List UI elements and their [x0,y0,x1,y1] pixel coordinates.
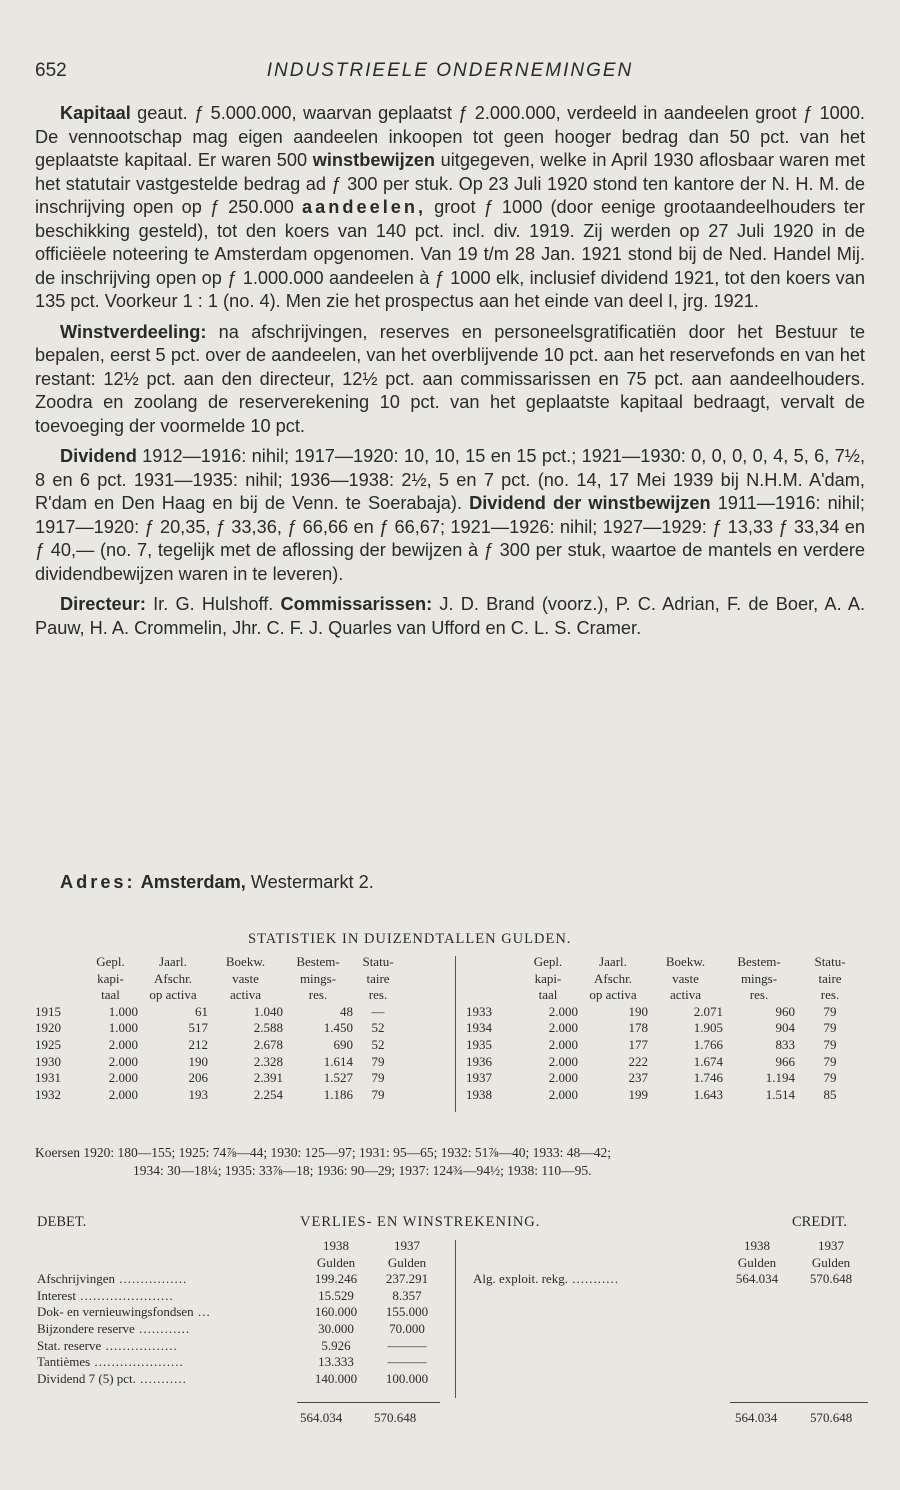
debet-row [37,1271,441,1288]
year-cell: 1931 [35,1070,61,1086]
debet-table [37,1238,441,1387]
right-table-row [466,1020,865,1037]
left-header-row [35,954,403,971]
credit-total-1937: 570.648 [810,1410,853,1425]
value-cell: 2.000 [548,1053,578,1069]
koersen [35,1144,870,1180]
statistiek-table-right [466,954,865,1103]
leader-dots: ........... [567,1271,619,1287]
year-cell: 1938 [466,1086,492,1102]
debet-item-label: Tantièmes [37,1354,91,1370]
debet-item-label: Dok- en vernieuwingsfondsen [37,1304,194,1320]
statistiek-title: STATISTIEK IN DUIZENDTALLEN GULDEN. [248,931,572,947]
value-cell: 2.000 [108,1070,138,1086]
debet-row [37,1304,441,1321]
value-cell: 79 [823,1036,837,1052]
adres-city: Amsterdam, [140,872,246,892]
value-cell: 212 [188,1036,208,1052]
right-column-header: taire [818,970,842,986]
debet-row [37,1288,441,1305]
debet-amount: 15.529 [318,1287,354,1303]
running-header [35,60,865,88]
value-cell: 1.905 [693,1020,723,1036]
value-cell: 2.000 [548,1020,578,1036]
debet-amount: 5.926 [321,1337,351,1353]
right-table-row [466,1070,865,1087]
value-cell: 1.450 [323,1020,353,1036]
value-cell: 2.391 [253,1070,283,1086]
credit-unit-1937: Gulden [811,1254,851,1270]
paragraph-winstverdeeling [35,321,865,439]
debet-total-rule [297,1402,440,1403]
value-cell: 1.674 [693,1053,723,1069]
right-column-header: Statu- [814,954,846,969]
value-cell: 2.254 [253,1086,283,1102]
right-column-header: Boekw. [665,954,706,969]
header-spacer [35,987,83,1004]
value-cell: 2.000 [548,1036,578,1052]
year-cell: 1930 [35,1053,61,1069]
directeur-text: Ir. G. Hulshoff. [145,594,281,614]
value-cell: 52 [371,1036,385,1052]
value-cell: 79 [371,1070,385,1086]
year-cell: 1915 [35,1003,61,1019]
paragraph-dividend [35,445,865,586]
credit-unit-1938: Gulden [737,1254,777,1270]
leader-dots: ................ [114,1271,188,1287]
verlies-divider [455,1240,456,1398]
credit-year-1937: 1937 [818,1238,844,1253]
value-cell: 79 [371,1053,385,1069]
value-cell: 52 [371,1020,385,1036]
debet-item-label: Dividend 7 (5) pct. [37,1370,136,1386]
right-header-row [466,987,865,1004]
winstbewijzen-label: winstbewijzen [312,150,436,170]
debet-item [37,1321,299,1338]
verlies-title: VERLIES- EN WINSTREKENING. [300,1214,541,1230]
value-cell: 85 [823,1086,837,1102]
header-spacer [35,954,83,971]
dividend-text-2: 1911—1916: nihil; 1917—1920: ƒ 20,35, ƒ 33,36, ƒ 66,66 en ƒ 66,67; 1921—1926: nihil; 1927—1929: ƒ 13,33 ƒ 33,34 en ƒ 40,— (no. 7, tegelijk met de aflossing der bewijzen à ƒ 300 per stuk, waartoe de mantels en verdere dividendbewijzen waren in te leveren). [35,493,865,584]
winstverdeeling-text: na afschrijvingen, reserves en personeelsgratificatiën door het Bestuur te bepalen, eerst 5 pct. over de aandeelen, van het overblijvende 10 pct. aan het reservefonds en van het restant: 12½ pct. aan den directeur, 12½ pct. aan commissarissen en 75 pct. aan aandeelhouders. Zoodra en zoolang de reserverekening 10 pct. van het geplaatste kapitaal bedraagt, vervalt de toevoeging der voormelde 10 pct. [35,321,865,436]
debet-amount: 155.000 [385,1304,429,1320]
year-cell: 1932 [35,1086,61,1102]
dividend-text-1: 1912—1916: nihil; 1917—1920: 10, 10, 15 en 15 pct.; 1921—1930: 0, 0, 0, 0, 4, 5, 6, 7½, 8 en 6 pct. 1931—1935: nihil; 1936—1938: 2½, 5 en 7 pct. (no. 14, 17 Mei 1939 bij N.H.M. A'dam, R'dam en Den Haag en bij de Venn. te Soerabaja). [35,446,865,513]
value-cell: 178 [628,1020,648,1036]
debet-year-1938: 1938 [323,1238,349,1253]
year-cell: 1925 [35,1036,61,1052]
statistiek-table-left [35,954,403,1103]
debet-total-1937: 570.648 [374,1410,417,1425]
debet-label: DEBET. [37,1214,87,1230]
right-column-header: res. [749,987,769,1003]
left-column-header: Jaarl. [159,954,187,969]
statistiek-divider [455,956,456,1112]
credit-unit-row [473,1255,869,1272]
paragraph-directeur [35,593,865,640]
debet-amount: 237.291 [385,1271,429,1287]
debet-item [37,1338,299,1355]
debet-total-1938: 564.034 [300,1410,343,1425]
left-column-header: taire [366,970,390,986]
aandeelen-spaced: aandeelen, [302,197,427,217]
value-cell: — [371,1003,385,1019]
debet-amount: ——— [387,1337,427,1353]
value-cell: 2.328 [253,1053,283,1069]
right-column-header: Gepl. [533,954,563,969]
credit-total-rule [730,1402,868,1403]
header-spacer [466,971,518,988]
value-cell: 1.186 [323,1086,353,1102]
year-cell: 1933 [466,1003,492,1019]
left-table-row [35,1070,403,1087]
debet-item [37,1304,299,1321]
credit-year-row [473,1238,869,1255]
debet-item [37,1288,299,1305]
debet-item-label: Stat. reserve [37,1337,102,1353]
left-header-row [35,987,403,1004]
value-cell: 237 [628,1070,648,1086]
winstverdeeling-label: Winstverdeeling: [60,321,207,342]
debet-item [37,1354,299,1371]
value-cell: 966 [775,1053,795,1069]
right-column-header: Jaarl. [599,954,627,969]
value-cell: 2.000 [548,1086,578,1102]
debet-item-label: Interest [37,1287,76,1303]
left-table-row [35,1037,403,1054]
leader-dots: ...................... [75,1287,174,1303]
right-column-header: op activa [589,987,637,1003]
debet-amount: 8.357 [392,1287,422,1303]
value-cell: 199 [628,1086,648,1102]
left-table-row [35,1054,403,1071]
debet-year-1937: 1937 [394,1238,420,1253]
right-table-row [466,1054,865,1071]
adres-label: Adres: [60,872,136,892]
right-header-row [466,971,865,988]
debet-amount: 100.000 [385,1370,429,1386]
leader-dots: ................. [101,1337,178,1353]
value-cell: 2.071 [693,1003,723,1019]
header-spacer [466,954,518,971]
commissarissen-text: J. D. Brand (voorz.), P. C. Adrian, F. de Boer, A. A. Pauw, H. A. Crommelin, Jhr. C. F. J. Quarles van Ufford en C. L. S. Cramer. [35,594,865,638]
right-column-header: activa [669,987,702,1003]
value-cell: 1.766 [693,1036,723,1052]
left-table-row [35,1087,403,1104]
header-spacer [35,971,83,988]
value-cell: 690 [333,1036,353,1052]
year-cell: 1935 [466,1036,492,1052]
debet-unit-1937: Gulden [387,1254,427,1270]
debet-row [37,1321,441,1338]
kapitaal-text-3: groot ƒ 1000 (door eenige grootaandeelhouders ter beschikking gesteld), tot den koers van 140 pct. incl. div. 1919. Zij werden op 27 Juli 1920 in de officiëele noteering te Amsterdam opgenomen. Van 19 t/m 28 Jan. 1921 stond bij de Ned. Handel Mij. de inschrijving open op ƒ 1.000.000 aandeelen à ƒ 1000 elk, inclusief dividend 1921, tot den koers van 135 pct. Voorkeur 1 : 1 (no. 4). Men zie het prospectus aan het einde van deel I, jrg. 1921. [35,197,865,311]
debet-item-label: Bijzondere reserve [37,1320,135,1336]
debet-row [37,1338,441,1355]
debet-amount: 13.333 [318,1354,354,1370]
debet-amount: 70.000 [389,1320,425,1336]
value-cell: 904 [775,1020,795,1036]
value-cell: 222 [628,1053,648,1069]
debet-item-label: Afschrijvingen [37,1271,115,1287]
left-column-header: taal [101,987,120,1003]
debet-item [37,1371,299,1388]
debet-amount: ——— [387,1354,427,1370]
debet-amount: 199.246 [314,1271,358,1287]
value-cell: 177 [628,1036,648,1052]
header-spacer [466,987,518,1004]
debet-row [37,1371,441,1388]
page-title: INDUSTRIEELE ONDERNEMINGEN [266,60,634,81]
value-cell: 1.746 [693,1070,723,1086]
left-column-header: op activa [149,987,197,1003]
kapitaal-text-2: uitgegeven, welke in April 1930 aflosbaar waren met het statutair vastgestelde bedrag ad ƒ 300 per stuk. Op 23 Juli 1920 stond ten kantore der N. H. M. de inschrijving open op ƒ 250.000 [35,150,866,217]
right-table-row [466,1004,865,1021]
right-column-header: kapi- [534,970,562,986]
value-cell: 2.000 [548,1070,578,1086]
value-cell: 193 [188,1086,208,1102]
value-cell: 960 [775,1003,795,1019]
koersen-line-2: 1934: 30—18¼; 1935: 33⅞—18; 1936: 90—29; 1937: 124¾—94½; 1938: 110—95. [133,1163,592,1178]
debet-unit-1938: Gulden [316,1254,356,1270]
leader-dots: ... [193,1304,211,1320]
value-cell: 79 [823,1020,837,1036]
left-column-header: Gepl. [96,954,125,969]
value-cell: 2.678 [253,1036,283,1052]
debet-year-row [37,1238,441,1255]
commissarissen-label: Commissarissen: [280,594,433,614]
value-cell: 2.000 [108,1036,138,1052]
value-cell: 1.643 [693,1086,723,1102]
credit-amount: 564.034 [735,1271,779,1287]
left-column-header: Boekw. [225,954,266,969]
left-column-header: res. [368,987,388,1003]
right-column-header: Bestem- [737,954,781,969]
leader-dots: ..................... [90,1354,184,1370]
left-column-header: mings- [299,970,337,986]
paragraph-kapitaal [35,102,865,314]
value-cell: 79 [823,1053,837,1069]
year-cell: 1937 [466,1070,492,1086]
value-cell: 2.000 [108,1086,138,1102]
credit-table [473,1238,869,1288]
debet-item [37,1271,299,1288]
debet-unit-row [37,1255,441,1272]
right-header-row [466,954,865,971]
adres-line [60,872,374,893]
value-cell: 61 [195,1003,208,1019]
directeur-label: Directeur: [60,594,146,614]
right-table-row [466,1087,865,1104]
credit-year-1938: 1938 [744,1238,770,1253]
left-table-row [35,1004,403,1021]
value-cell: 206 [188,1070,208,1086]
left-column-header: kapi- [97,970,124,986]
value-cell: 2.588 [253,1020,283,1036]
value-cell: 1.000 [108,1020,138,1036]
value-cell: 48 [340,1003,353,1019]
value-cell: 833 [775,1036,795,1052]
value-cell: 2.000 [108,1053,138,1069]
debet-row [37,1354,441,1371]
value-cell: 2.000 [548,1003,578,1019]
credit-item [473,1271,721,1288]
value-cell: 1.614 [323,1053,353,1069]
leader-dots: ........... [135,1370,187,1386]
value-cell: 1.040 [253,1003,283,1019]
debet-amount: 160.000 [314,1304,358,1320]
left-table-row [35,1020,403,1037]
value-cell: 190 [188,1053,208,1069]
kapitaal-text-1: geaut. ƒ 5.000.000, waarvan geplaatst ƒ 2.000.000, verdeeld in aandeelen groot ƒ 1000. De vennootschap mag eigen aandeelen inkoopen tot geen hooger bedrag dan 50 pct. van het geplaatste kapitaal. Er waren 500 [35,103,865,170]
year-cell: 1934 [466,1020,492,1036]
adres-street: Westermarkt 2. [245,872,374,892]
value-cell: 1.000 [108,1003,138,1019]
value-cell: 1.527 [323,1070,353,1086]
dividend-label: Dividend [60,446,137,466]
credit-row [473,1271,869,1288]
year-cell: 1936 [466,1053,492,1069]
left-column-header: Statu- [362,954,394,969]
left-column-header: activa [229,987,262,1003]
body-text [35,102,865,647]
year-cell: 1920 [35,1020,61,1036]
value-cell: 79 [371,1086,385,1102]
left-header-row [35,971,403,988]
value-cell: 190 [628,1003,648,1019]
left-column-header: vaste [232,970,259,986]
credit-item-label: Alg. exploit. rekg. [473,1271,568,1287]
left-column-header: res. [308,987,328,1003]
right-column-header: vaste [672,970,699,986]
kapitaal-label: Kapitaal [60,103,131,123]
credit-amount: 570.648 [809,1271,853,1287]
right-column-header: res. [820,987,840,1003]
right-column-header: taal [538,987,558,1003]
value-cell: 1.194 [765,1070,795,1086]
right-column-header: mings- [740,970,778,986]
debet-amount: 140.000 [314,1370,358,1386]
right-table-row [466,1037,865,1054]
value-cell: 79 [823,1070,837,1086]
left-column-header: Afschr. [154,970,192,986]
value-cell: 79 [823,1003,837,1019]
value-cell: 1.514 [765,1086,795,1102]
leader-dots: ............ [134,1320,191,1336]
credit-total-1938: 564.034 [735,1410,778,1425]
right-column-header: Afschr. [594,970,632,986]
dividend-winstbewijzen-label: Dividend der winstbewijzen [469,493,711,513]
credit-label: CREDIT. [792,1214,847,1230]
debet-amount: 30.000 [318,1320,354,1336]
koersen-line-1: Koersen 1920: 180—155; 1925: 74⅞—44; 1930: 125—97; 1931: 95—65; 1932: 51⅞—40; 1933: 48—42; [35,1145,611,1160]
page-number: 652 [35,60,67,81]
left-column-header: Bestem- [296,954,340,969]
value-cell: 517 [188,1020,208,1036]
